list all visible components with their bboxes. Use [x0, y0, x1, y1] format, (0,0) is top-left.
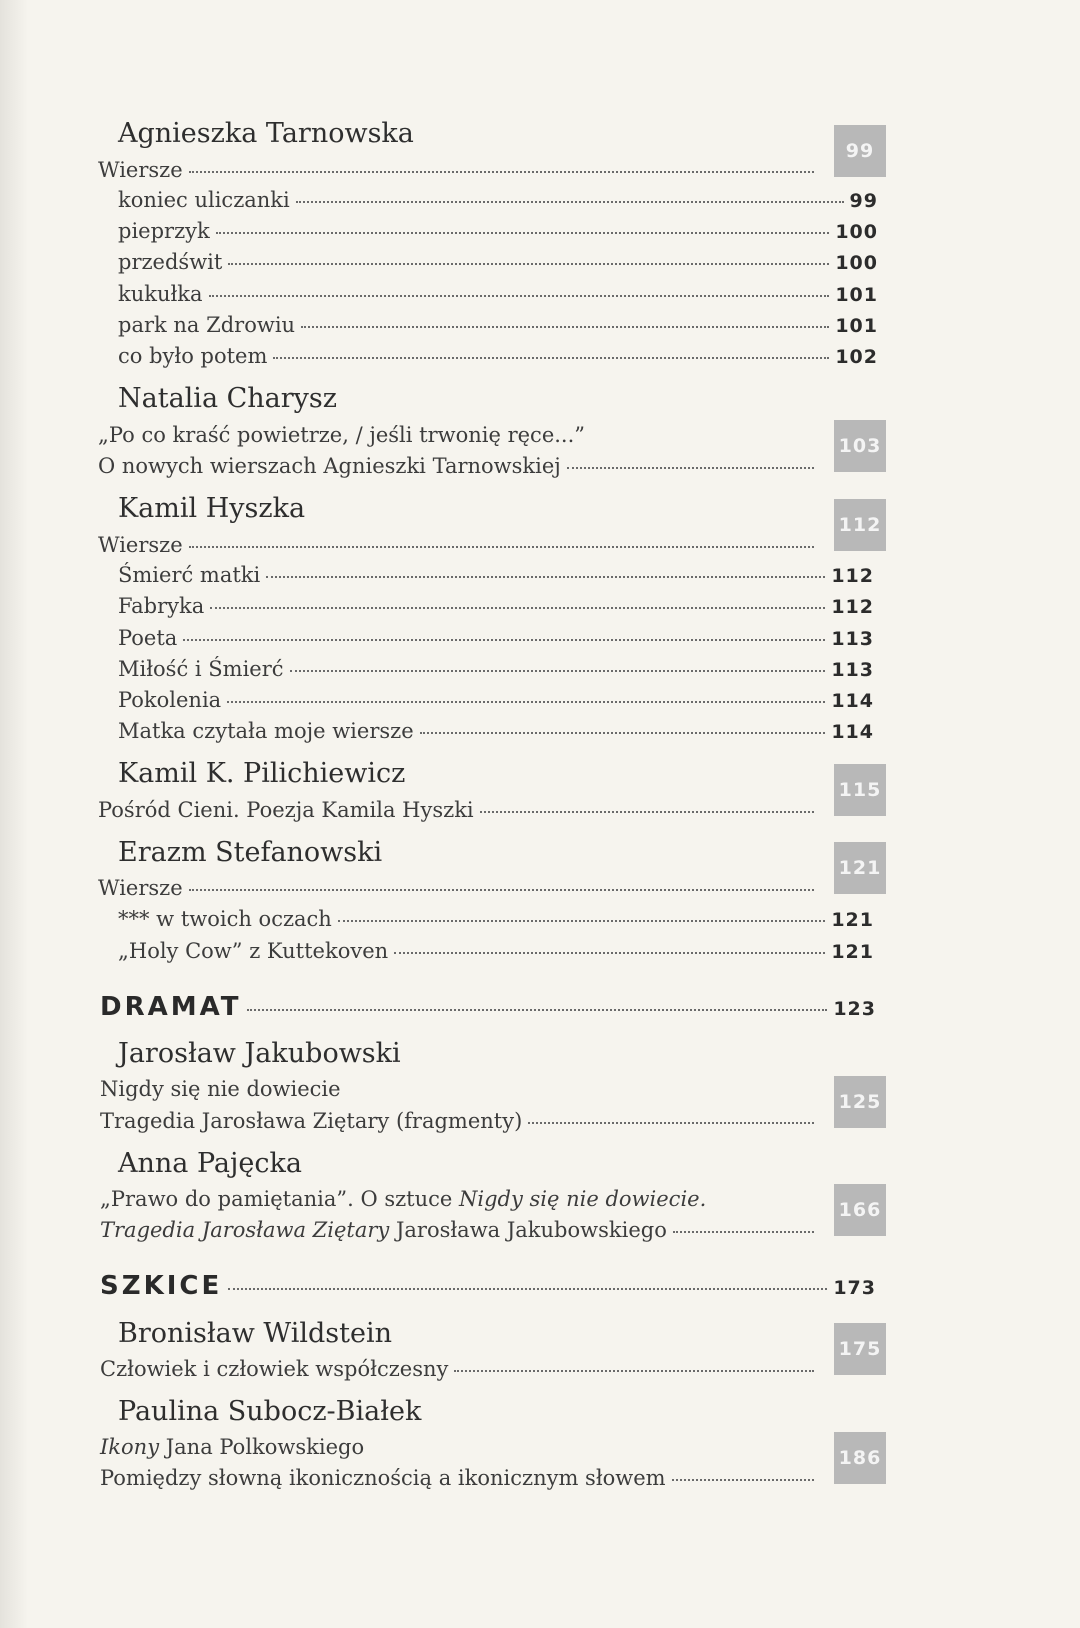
toc-item-page: 112	[831, 565, 874, 587]
toc-item-page: 100	[835, 252, 878, 274]
section-label: SZKICE	[100, 1271, 223, 1301]
toc-item	[118, 939, 874, 963]
toc-item	[118, 563, 874, 587]
toc-item-page: 99	[849, 190, 878, 212]
toc-item	[118, 657, 874, 681]
toc-line-title: Człowiek i człowiek współczesny	[100, 1357, 449, 1381]
toc-item-title: Pokolenia	[118, 688, 222, 712]
toc-item-title: Poeta	[118, 626, 178, 650]
dot-leader	[227, 701, 825, 703]
toc-item-title: „Holy Cow” z Kuttekoven	[118, 939, 389, 963]
toc-item-page: 112	[831, 596, 874, 618]
section-heading-szkice	[100, 1271, 876, 1301]
dot-leader	[301, 326, 829, 328]
toc-line	[100, 1077, 341, 1101]
toc-line-title	[100, 1435, 364, 1459]
author-heading: Jarosław Jakubowski	[118, 1038, 401, 1069]
dot-leader	[672, 1479, 814, 1481]
toc-line	[98, 533, 820, 557]
toc-item-page: 102	[835, 346, 878, 368]
dot-leader	[189, 171, 814, 173]
toc-item	[118, 344, 878, 368]
author-heading: Agnieszka Tarnowska	[118, 118, 414, 149]
toc-item	[118, 219, 878, 243]
page-badge: 175	[834, 1323, 886, 1375]
author-heading: Anna Pajęcka	[118, 1148, 302, 1179]
dot-leader	[528, 1122, 814, 1124]
dot-leader	[673, 1231, 814, 1233]
toc-item	[118, 594, 874, 618]
toc-item	[118, 250, 878, 274]
toc-item-title: Śmierć matki	[118, 563, 261, 587]
dot-leader	[183, 639, 825, 641]
section-page: 173	[833, 1277, 876, 1299]
toc-item-page: 114	[831, 690, 874, 712]
toc-item	[118, 719, 874, 743]
toc-item-page: 101	[835, 284, 878, 306]
author-heading: Kamil K. Pilichiewicz	[118, 758, 406, 789]
toc-line-text: „Prawo do pamiętania”. O sztuce	[100, 1187, 460, 1211]
dot-leader	[228, 263, 829, 265]
toc-line-title: Pośród Cieni. Poezja Kamila Hyszki	[98, 798, 474, 822]
toc-line	[100, 1218, 820, 1242]
toc-line-title: Nigdy się nie dowiecie	[100, 1077, 341, 1101]
dot-leader	[296, 201, 844, 203]
toc-item	[118, 282, 878, 306]
author-heading: Kamil Hyszka	[118, 493, 306, 524]
toc-line	[100, 1187, 706, 1211]
section-page: 123	[833, 998, 876, 1020]
toc-line-title: O nowych wierszach Agnieszki Tarnowskiej	[98, 454, 561, 478]
toc-line-title: „Po co kraść powietrze, / jeśli trwonię ręce...”	[98, 423, 586, 447]
toc-line-italic: Ikony	[100, 1435, 160, 1459]
toc-line	[100, 1435, 364, 1459]
toc-line-text: Jarosława Jakubowskiego	[389, 1218, 667, 1242]
toc-item	[118, 626, 874, 650]
page-badge: 99	[834, 125, 886, 177]
toc-item-title: kukułka	[118, 282, 203, 306]
toc-line	[98, 423, 585, 447]
toc-line-text: Jana Polkowskiego	[159, 1435, 365, 1459]
page-badge: 186	[834, 1432, 886, 1484]
toc-item-title: park na Zdrowiu	[118, 313, 296, 337]
page-badge: 103	[834, 420, 886, 472]
dot-leader	[266, 576, 825, 578]
dot-leader	[247, 1009, 827, 1011]
dot-leader	[394, 952, 825, 954]
toc-line-title: Wiersze	[98, 533, 183, 557]
page-badge: 112	[834, 499, 886, 551]
toc-line	[100, 1109, 820, 1133]
toc-line	[98, 876, 820, 900]
dot-leader	[228, 1288, 827, 1290]
dot-leader	[189, 889, 814, 891]
toc-item-title: Miłość i Śmierć	[118, 657, 284, 681]
toc-item-title: *** w twoich oczach	[118, 907, 332, 931]
toc-item-title: co było potem	[118, 344, 268, 368]
toc-item	[118, 688, 874, 712]
dot-leader	[216, 232, 830, 234]
toc-line-title: Pomiędzy słowną ikonicznością a ikonicznym słowem	[100, 1466, 666, 1490]
dot-leader	[454, 1370, 814, 1372]
toc-item-title: Fabryka	[118, 594, 205, 618]
author-heading: Paulina Subocz-Białek	[118, 1396, 422, 1427]
dot-leader	[210, 607, 825, 609]
toc-item-title: koniec uliczanki	[118, 188, 290, 212]
page-badge: 121	[834, 842, 886, 894]
toc-line-title: Tragedia Jarosława Ziętary (fragmenty)	[100, 1109, 523, 1133]
toc-line	[98, 798, 820, 822]
toc-item-page: 121	[831, 941, 874, 963]
dot-leader	[209, 295, 830, 297]
page-badge: 115	[834, 764, 886, 816]
dot-leader	[420, 732, 826, 734]
toc-item	[118, 907, 874, 931]
toc-line-italic: Nigdy się nie dowiecie.	[459, 1187, 707, 1211]
toc-line-title	[100, 1187, 706, 1211]
toc-line-title: Wiersze	[98, 158, 183, 182]
toc-item-title: przedświt	[118, 250, 223, 274]
author-heading: Erazm Stefanowski	[118, 837, 383, 868]
toc-item-page: 121	[831, 909, 874, 931]
page-badge: 166	[834, 1184, 886, 1236]
toc-item-title: Matka czytała moje wiersze	[118, 719, 414, 743]
toc-item-page: 101	[835, 315, 878, 337]
page-badge: 125	[834, 1076, 886, 1128]
dot-leader	[567, 467, 814, 469]
dot-leader	[338, 920, 825, 922]
toc-line	[100, 1466, 820, 1490]
toc-line-italic: Tragedia Jarosława Ziętary	[100, 1218, 390, 1242]
dot-leader	[273, 357, 829, 359]
toc-item-page: 113	[831, 628, 874, 650]
dot-leader	[189, 546, 814, 548]
toc-item-page: 113	[831, 659, 874, 681]
toc-item-page: 114	[831, 721, 874, 743]
toc-item	[118, 188, 878, 212]
toc-line-title: Wiersze	[98, 876, 183, 900]
author-heading: Natalia Charysz	[118, 383, 338, 414]
toc-line-title	[100, 1218, 667, 1242]
section-label: DRAMAT	[100, 992, 242, 1022]
section-heading-dramat	[100, 992, 876, 1022]
author-heading: Bronisław Wildstein	[118, 1318, 392, 1349]
toc-line	[98, 454, 820, 478]
toc-line	[98, 158, 820, 182]
dot-leader	[480, 811, 814, 813]
toc-item-title: pieprzyk	[118, 219, 210, 243]
toc-line	[100, 1357, 820, 1381]
toc-item-page: 100	[835, 221, 878, 243]
toc-item	[118, 313, 878, 337]
dot-leader	[290, 670, 826, 672]
